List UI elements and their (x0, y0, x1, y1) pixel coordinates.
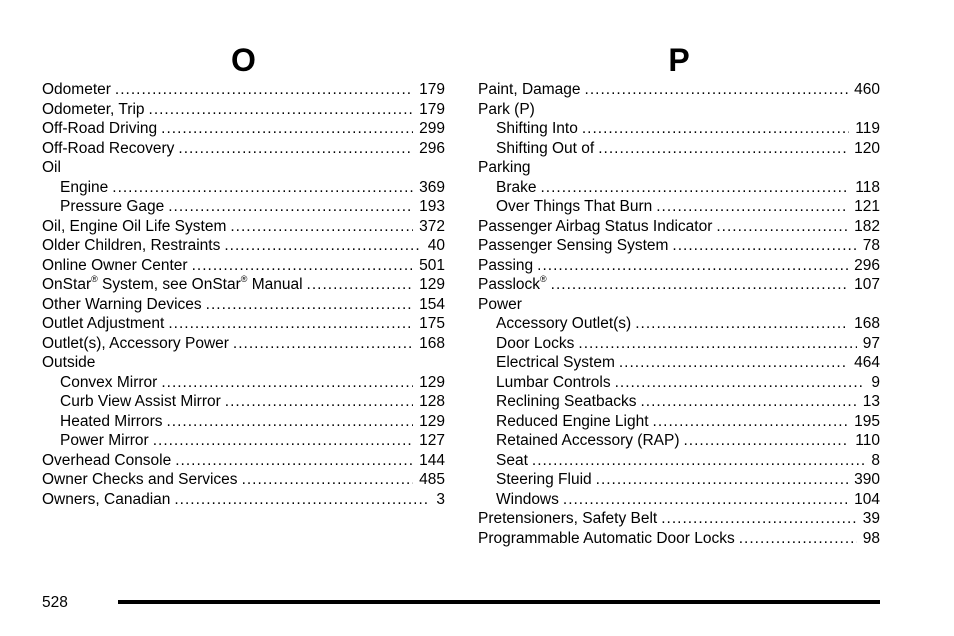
entry-page-number: 464 (854, 354, 880, 371)
entry-page-number: 372 (419, 217, 445, 235)
entry-label: Steering Fluid (496, 471, 592, 488)
entry-page-number: 119 (855, 120, 880, 137)
entry-label: Older Children, Restraints (42, 237, 221, 254)
index-subentry (478, 373, 880, 393)
dot-leader (615, 373, 866, 393)
dot-leader (242, 470, 414, 490)
entry-label: Curb View Assist Mirror (60, 393, 221, 410)
entry-label: Convex Mirror (60, 373, 158, 391)
entry-page-number: 127 (419, 432, 445, 449)
dot-leader (739, 529, 857, 549)
index-entry (478, 236, 880, 256)
index-entry (478, 275, 880, 295)
entry-label: Reclining Seatbacks (496, 393, 637, 410)
entry-label: Passlock® (478, 274, 547, 293)
entry-page-number: 129 (419, 276, 445, 293)
entry-page-number: 195 (854, 412, 880, 430)
index-heading (478, 295, 880, 315)
entry-label: Other Warning Devices (42, 295, 202, 313)
entry-page-number: 107 (854, 276, 880, 293)
entry-label: Seat (496, 451, 528, 469)
entry-page-number: 8 (871, 451, 880, 469)
entry-page-number: 299 (419, 120, 445, 137)
index-entry (42, 295, 445, 315)
dot-leader (192, 256, 414, 276)
entry-label: Passenger Airbag Status Indicator (478, 217, 713, 235)
entry-page-number: 13 (862, 393, 880, 410)
entry-label: Retained Accessory (RAP) (496, 432, 680, 449)
index-subentry (42, 412, 445, 432)
dot-leader (532, 451, 865, 471)
entry-page-number: 182 (854, 217, 880, 235)
dot-leader (672, 236, 856, 256)
entry-label: Oil, Engine Oil Life System (42, 217, 227, 235)
index-subentry (42, 178, 445, 198)
index-subentry (42, 197, 445, 217)
dot-leader (307, 275, 414, 295)
entry-page-number: 129 (419, 373, 445, 391)
entry-label: Park (P) (478, 100, 535, 118)
entry-label: Parking (478, 159, 531, 176)
entry-label: Oil (42, 159, 61, 176)
dot-leader (619, 353, 848, 373)
index-entry (478, 80, 880, 100)
entry-page-number: 501 (419, 256, 445, 274)
dot-leader (582, 119, 849, 139)
dot-leader (178, 139, 413, 159)
entry-page-number: 168 (419, 334, 445, 352)
dot-leader (578, 334, 856, 354)
index-entry (478, 509, 880, 529)
entry-label: Pressure Gage (60, 198, 165, 215)
dot-leader (149, 100, 414, 120)
dot-leader (161, 119, 413, 139)
entry-label: Accessory Outlet(s) (496, 315, 632, 332)
dot-leader (635, 314, 848, 334)
entry-label: Pretensioners, Safety Belt (478, 510, 658, 527)
index-heading (42, 353, 445, 373)
entry-label: Outside (42, 354, 96, 371)
dot-leader (168, 314, 413, 334)
entry-page-number: 460 (854, 81, 880, 98)
index-entry (478, 217, 880, 237)
entry-page-number: 179 (419, 100, 445, 118)
entry-page-number: 128 (419, 393, 445, 410)
entry-page-number: 9 (871, 373, 880, 391)
entry-label: Owner Checks and Services (42, 471, 238, 488)
index-entry (42, 256, 445, 276)
entry-label: Passenger Sensing System (478, 237, 669, 254)
entry-page-number: 104 (854, 490, 880, 508)
dot-leader (161, 373, 413, 393)
entry-page-number: 98 (862, 529, 880, 547)
page-number: 528 (42, 594, 68, 611)
entry-page-number: 118 (855, 178, 880, 196)
entry-page-number: 296 (419, 139, 445, 157)
index-heading (478, 100, 880, 120)
dot-leader (225, 392, 413, 412)
entry-label: Outlet Adjustment (42, 315, 165, 332)
dot-leader (653, 412, 849, 432)
entry-page-number: 40 (427, 237, 445, 254)
index-subentry (478, 451, 880, 471)
index-subentry (478, 470, 880, 490)
entry-label: Power (478, 295, 522, 313)
entry-page-number: 369 (419, 178, 445, 196)
index-entry (42, 275, 445, 295)
index-subentry (478, 353, 880, 373)
index-subentry (42, 373, 445, 393)
dot-leader (153, 431, 413, 451)
entry-label: Outlet(s), Accessory Power (42, 334, 229, 352)
dot-leader (167, 412, 414, 432)
dot-leader (206, 295, 413, 315)
section-letter: O (231, 42, 256, 78)
entry-page-number: 485 (419, 471, 445, 488)
entry-label: Windows (496, 490, 559, 508)
entry-label: OnStar® System, see OnStar® Manual (42, 274, 303, 293)
index-entry (42, 217, 445, 237)
entry-label: Power Mirror (60, 432, 149, 449)
entry-label: Passing (478, 256, 534, 274)
dot-leader (233, 334, 413, 354)
entry-label: Reduced Engine Light (496, 412, 649, 430)
entry-page-number: 120 (854, 139, 880, 157)
section-letter: P (668, 42, 690, 78)
entry-label: Paint, Damage (478, 81, 581, 98)
entry-label: Shifting Into (496, 120, 578, 137)
entry-page-number: 129 (419, 412, 445, 430)
entry-label: Over Things That Burn (496, 198, 653, 215)
dot-leader (168, 197, 413, 217)
index-subentry (478, 119, 880, 139)
entry-page-number: 39 (862, 510, 880, 527)
dot-leader (174, 490, 430, 510)
entry-page-number: 78 (862, 237, 880, 254)
entry-label: Door Locks (496, 334, 575, 352)
index-entry (42, 236, 445, 256)
index-subentry (478, 178, 880, 198)
dot-leader (541, 178, 850, 198)
entry-page-number: 3 (436, 490, 445, 508)
dot-leader (175, 451, 413, 471)
index-entry (42, 451, 445, 471)
dot-leader (661, 509, 857, 529)
index-subentry (42, 431, 445, 451)
index-subentry (478, 412, 880, 432)
entry-page-number: 110 (855, 432, 880, 449)
index-entry (42, 470, 445, 490)
index-subentry (478, 392, 880, 412)
index-heading (42, 158, 445, 178)
dot-leader (563, 490, 848, 510)
dot-leader (716, 217, 848, 237)
entry-page-number: 175 (419, 315, 445, 332)
entry-list (42, 80, 445, 509)
entry-page-number: 97 (862, 334, 880, 352)
index-entry (42, 490, 445, 510)
entry-label: Owners, Canadian (42, 490, 171, 508)
index-entry (42, 314, 445, 334)
entry-label: Online Owner Center (42, 256, 188, 274)
entry-label: Brake (496, 178, 537, 196)
index-entry (478, 529, 880, 549)
index-heading (478, 158, 880, 178)
index-subentry (478, 334, 880, 354)
dot-leader (230, 217, 413, 237)
index-entry (478, 256, 880, 276)
index-subentry (478, 197, 880, 217)
dot-leader (656, 197, 848, 217)
dot-leader (684, 431, 850, 451)
index-entry (42, 139, 445, 159)
entry-label: Odometer, Trip (42, 100, 145, 118)
dot-leader (596, 470, 848, 490)
index-entry (42, 119, 445, 139)
index-subentry (478, 314, 880, 334)
entry-page-number: 154 (419, 295, 445, 313)
index-subentry (478, 490, 880, 510)
index-subentry (478, 139, 880, 159)
entry-label: Engine (60, 178, 109, 196)
entry-page-number: 179 (419, 81, 445, 98)
entry-label: Overhead Console (42, 451, 172, 469)
entry-label: Off-Road Driving (42, 120, 158, 137)
entry-page-number: 168 (854, 315, 880, 332)
index-subentry (478, 431, 880, 451)
entry-page-number: 193 (419, 198, 445, 215)
entry-label: Odometer (42, 81, 111, 98)
entry-page-number: 121 (854, 198, 880, 215)
dot-leader (598, 139, 848, 159)
dot-leader (537, 256, 848, 276)
index-entry (42, 334, 445, 354)
entry-label: Heated Mirrors (60, 412, 163, 430)
entry-page-number: 296 (854, 256, 880, 274)
entry-label: Electrical System (496, 354, 615, 371)
index-entry (42, 100, 445, 120)
footer-rule (118, 600, 880, 604)
dot-leader (640, 392, 856, 412)
entry-label: Lumbar Controls (496, 373, 611, 391)
dot-leader (112, 178, 413, 198)
entry-list (478, 80, 880, 548)
dot-leader (585, 80, 849, 100)
index-entry (42, 80, 445, 100)
entry-label: Off-Road Recovery (42, 139, 175, 157)
entry-label: Programmable Automatic Door Locks (478, 529, 735, 547)
entry-page-number: 390 (854, 471, 880, 488)
index-subentry (42, 392, 445, 412)
dot-leader (115, 80, 413, 100)
dot-leader (224, 236, 421, 256)
entry-label: Shifting Out of (496, 139, 595, 157)
dot-leader (551, 275, 848, 295)
entry-page-number: 144 (419, 451, 445, 469)
